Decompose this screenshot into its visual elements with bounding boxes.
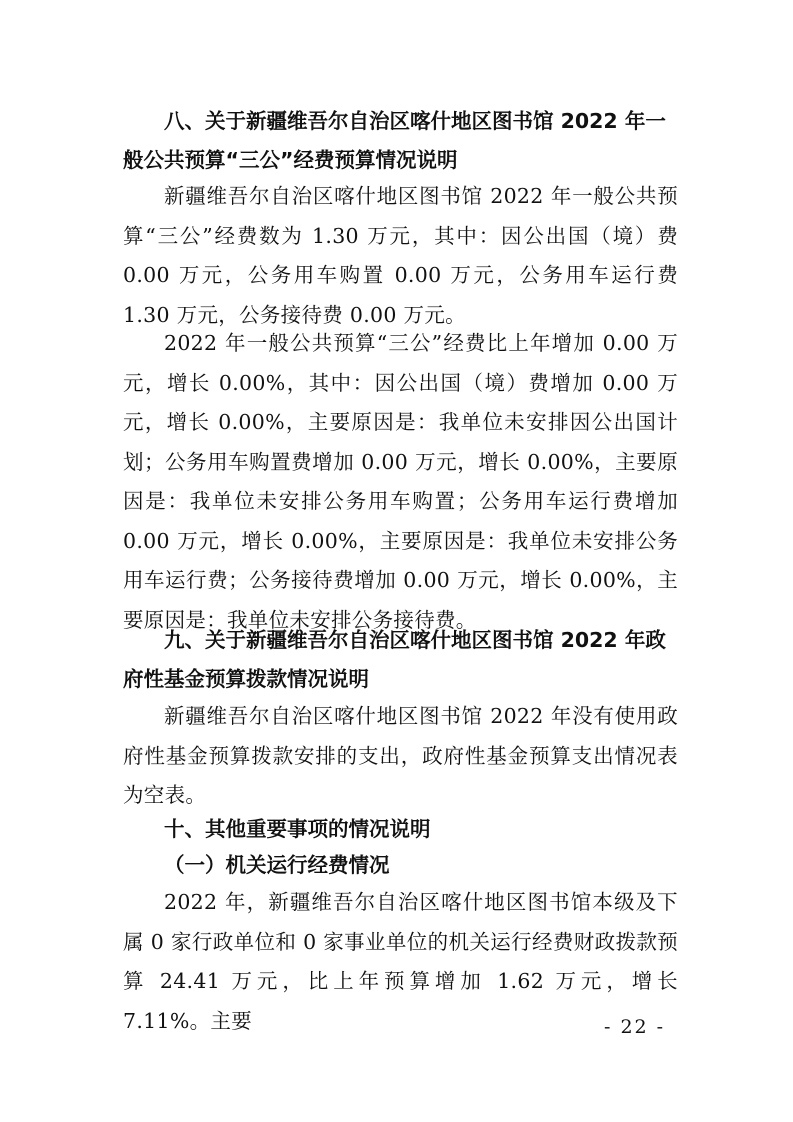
paragraph-9-1: 新疆维吾尔自治区喀什地区图书馆 2022 年没有使用政府性基金预算拨款安排的支出，政府性基金预算支出情况表为空表。 (123, 704, 678, 807)
page-number: - 22 - (604, 1016, 666, 1038)
subsection-heading-1: （一）机关运行经费情况 (164, 853, 390, 877)
paragraph-8-1: 新疆维吾尔自治区喀什地区图书馆 2022 年一般公共预算“三公”经费数为 1.30 万元，其中：因公出国（境）费 0.00 万元，公务用车购置 0.00 万元，公务用车运行费 1.30 万元，公务接待费 0.00 万元。 (123, 184, 678, 327)
section-heading-10: 十、其他重要事项的情况说明 (164, 817, 431, 841)
paragraph-8-2: 2022 年一般公共预算“三公”经费比上年增加 0.00 万元，增长 0.00%，其中：因公出国（境）费增加 0.00 万元，增长 0.00%，主要原因是：我单位未安排因公出国计划；公务用车购置费增加 0.00 万元，增长 0.00%，主要原因是：我单位未安排公务用车购置；公务用车运行费增加 0.00 万元，增长 0.00%，主要原因是：我单位未安排公务用车运行费；公务接待费增加 0.00 万元，增长 0.00%，主要原因是：我单位未安排公务接待费。 (123, 331, 678, 632)
section-heading-9: 九、关于新疆维吾尔自治区喀什地区图书馆 2022 年政府性基金预算拨款情况说明 (123, 628, 666, 691)
paragraph-10-1: 2022 年，新疆维吾尔自治区喀什地区图书馆本级及下属 0 家行政单位和 0 家事业单位的机关运行经费财政拨款预算 24.41 万元，比上年预算增加 1.62 万元，增长 7.11%。主要 (123, 890, 678, 1033)
section-heading-8: 八、关于新疆维吾尔自治区喀什地区图书馆 2022 年一般公共预算“三公”经费预算情况说明 (123, 109, 666, 172)
